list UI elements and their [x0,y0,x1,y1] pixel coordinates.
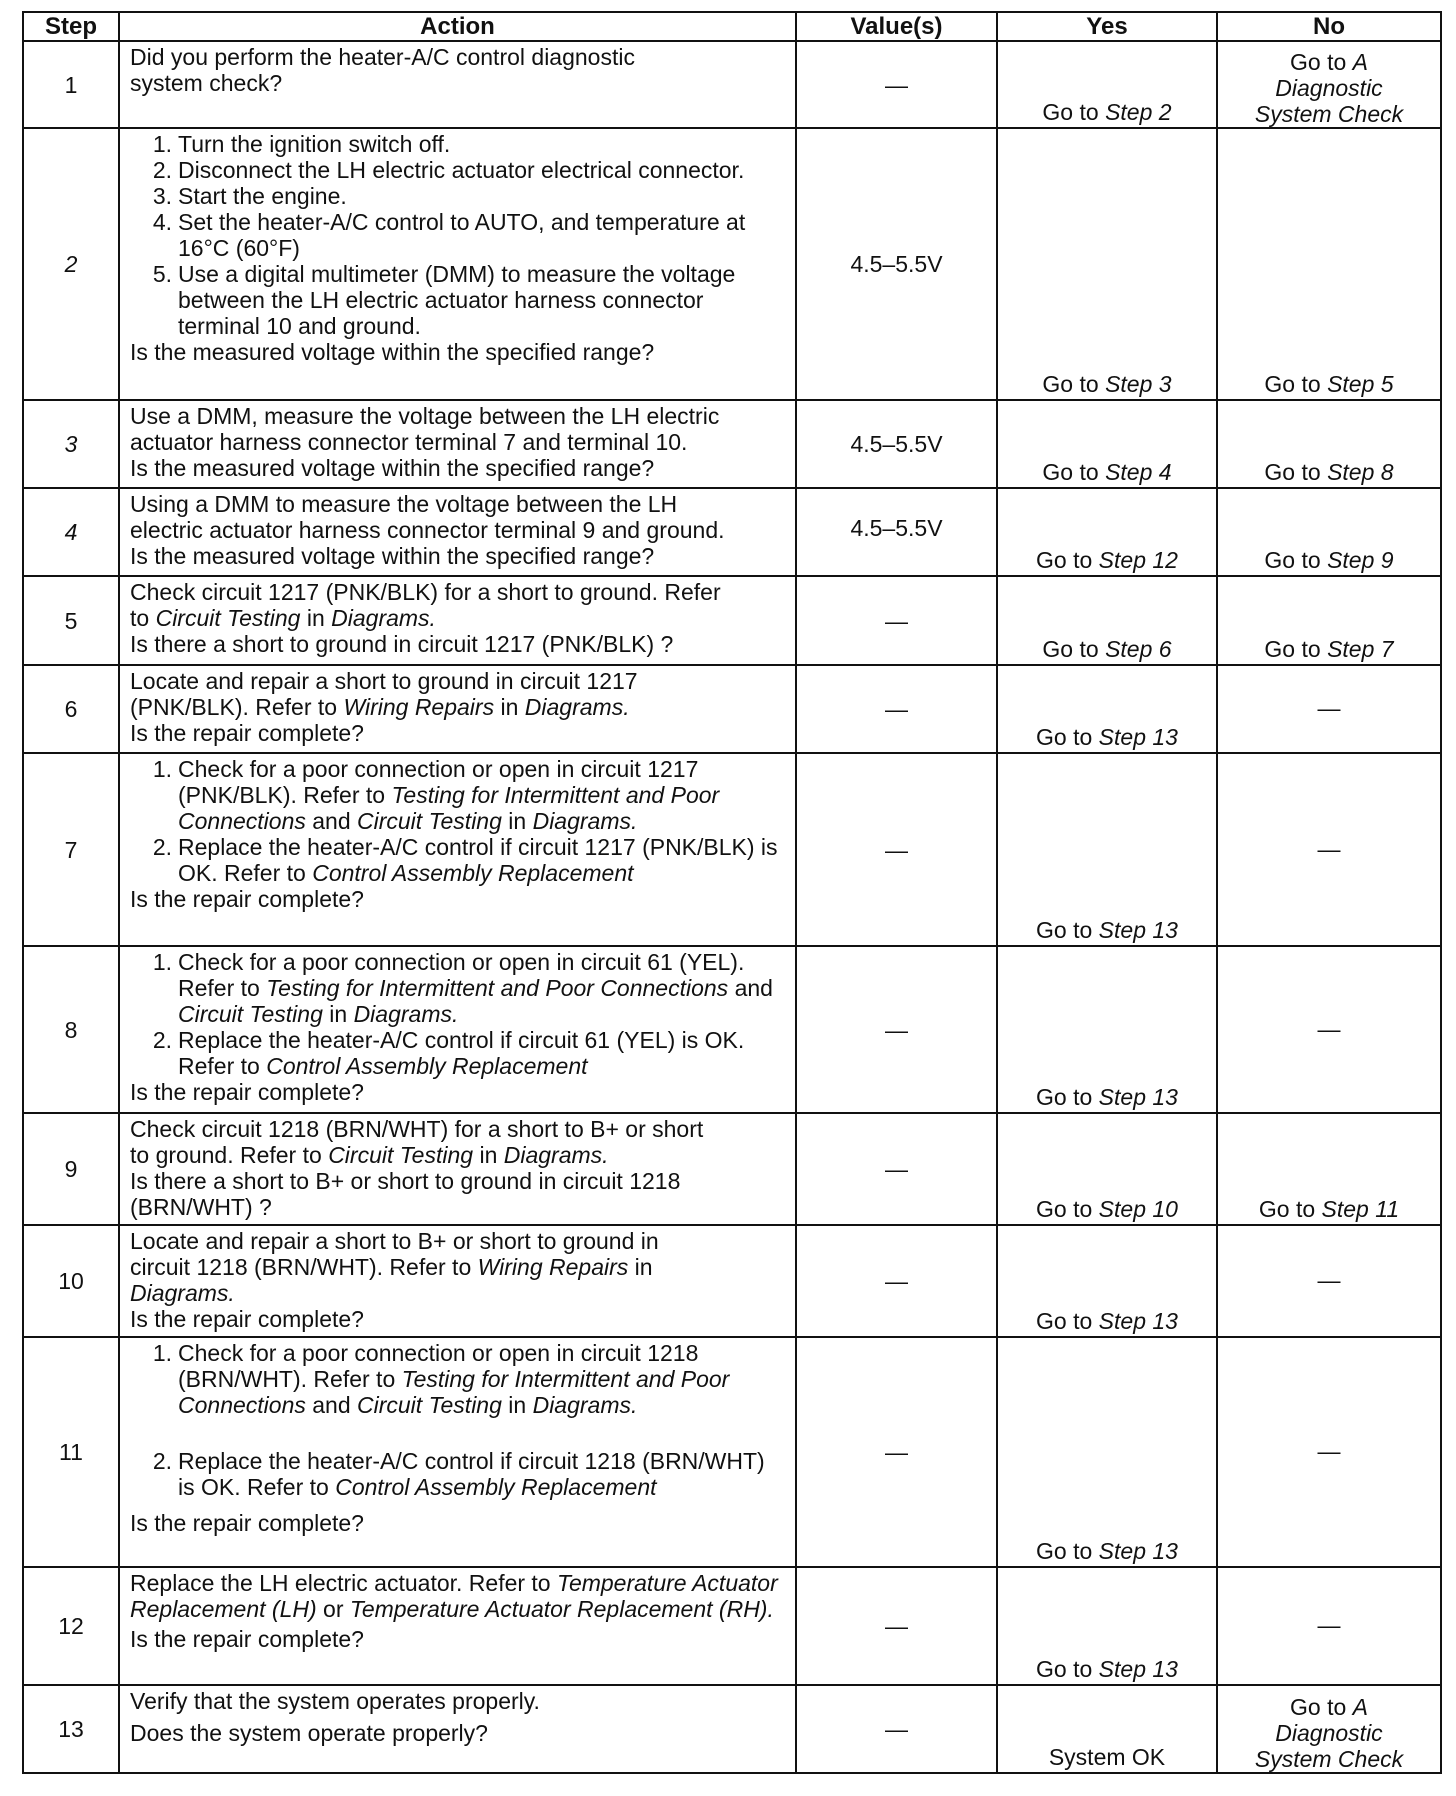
list-number: 4. [152,209,172,235]
no-cell [1217,576,1441,665]
list-number: 1. [152,949,172,975]
no-text: Go to [1264,547,1328,573]
step-number: 8 [23,946,119,1113]
no-cell [1217,41,1441,128]
step-number: 4 [23,488,119,576]
step-reference: Step 4 [1105,459,1172,485]
reference-link: Diagrams. [130,1280,235,1306]
list-text: in [501,1392,533,1418]
no-ref: Diagnostic [1275,1720,1383,1746]
list-item [152,209,787,261]
action-text-part: to [130,605,156,631]
yes-cell [997,488,1217,576]
yes-cell [997,1567,1217,1685]
header-action: Action [119,12,796,41]
reference-link: Circuit Testing [155,605,301,631]
reference-link: Circuit Testing [357,1392,502,1418]
list-text: Check for a poor connection or open in circuit 1217 (PNK/BLK). Refer to [178,756,699,808]
action-text-part: to ground. Refer to [130,1142,329,1168]
yes-text: Go to [1042,371,1106,397]
yes-cell: System OK [997,1685,1217,1773]
reference-link: Testing for Intermittent and Poor Connections [178,782,720,834]
list-item [152,1340,787,1418]
no-ref: Diagnostic [1275,75,1383,101]
reference-link: Diagrams. [532,1392,638,1418]
action-text-part: circuit 1218 (BRN/WHT). Refer to [130,1254,478,1280]
no-goto: Go to [1290,49,1353,75]
list-number: 1. [152,756,172,782]
yes-text: Go to [1042,99,1106,125]
action-text-part: in [628,1254,653,1280]
value-cell: — [796,1225,997,1337]
action-cell [119,753,796,946]
list-item [152,949,787,1027]
action-text [130,1254,787,1280]
action-steps-list [130,131,787,339]
table-row-step-5 [23,576,1441,665]
value-cell: — [796,753,997,946]
list-text: Set the heater-A/C control to AUTO, and temperature at 16°C (60°F) [178,209,746,261]
action-text [130,694,787,720]
yes-cell [997,41,1217,128]
table-row-step-1 [23,41,1441,128]
step-reference: Step 11 [1321,1196,1400,1222]
action-cell [119,400,796,488]
list-item [152,1448,787,1500]
action-text-part: in [494,694,525,720]
reference-link: Circuit Testing [178,1001,323,1027]
no-text: Go to [1264,636,1328,662]
list-item [152,261,787,339]
action-text: system check? [130,70,283,96]
action-cell [119,488,796,576]
action-text-part: (PNK/BLK). Refer to [130,694,344,720]
step-reference: Step 7 [1327,636,1394,662]
yes-text: Go to [1042,459,1106,485]
no-text [1222,1694,1436,1720]
diagnostic-table-page [22,11,1440,1774]
reference-link: Diagrams. [524,694,630,720]
yes-text: Go to [1036,1538,1099,1564]
action-text: electric actuator harness connector terminal 9 and ground. [130,517,725,543]
action-question: Is the repair complete? [130,1306,364,1332]
action-question: Is the repair complete? [130,886,364,912]
action-text [130,1142,787,1168]
action-text: actuator harness connector terminal 7 and terminal 10. [130,429,688,455]
action-cell [119,1113,796,1225]
action-question: (BRN/WHT) ? [130,1194,272,1220]
table-row-step-6 [23,665,1441,753]
reference-link: Diagrams. [503,1142,609,1168]
list-item [152,131,787,157]
list-text: Disconnect the LH electric actuator electrical connector. [178,157,745,183]
no-text: Go to [1258,1196,1322,1222]
value-cell: 4.5–5.5V [796,128,997,400]
step-reference: Step 6 [1105,636,1172,662]
yes-text: Go to [1036,1308,1099,1334]
step-number: 3 [23,400,119,488]
list-text: and [305,808,358,834]
step-number: 5 [23,576,119,665]
list-text: Check for a poor connection or open in circuit 1218 (BRN/WHT). Refer to [178,1340,699,1392]
step-reference: Step 9 [1327,547,1394,573]
table-row-step-13 [23,1685,1441,1773]
action-question: Is the repair complete? [130,1079,364,1105]
action-question: Is the measured voltage within the specified range? [130,543,655,569]
no-cell [1217,1685,1441,1773]
yes-cell [997,1337,1217,1567]
yes-cell [997,128,1217,400]
action-question: Is the measured voltage within the specified range? [130,339,655,365]
header-step: Step [23,12,119,41]
action-steps-list [130,949,787,1079]
yes-text: Go to [1036,917,1099,943]
action-cell [119,1567,796,1685]
no-cell [1217,128,1441,400]
step-reference: Step 12 [1098,547,1178,573]
action-text [130,605,787,631]
list-number: 2. [152,834,172,860]
list-text: and [305,1392,358,1418]
action-text: Did you perform the heater-A/C control diagnostic [130,44,635,70]
value-cell: — [796,1685,997,1773]
no-cell: — [1217,1225,1441,1337]
yes-text: Go to [1042,636,1106,662]
table-row-step-12 [23,1567,1441,1685]
step-reference: Step 3 [1105,371,1172,397]
action-text: Verify that the system operates properly. [130,1688,540,1714]
list-text: and [728,975,773,1001]
table-row-step-8 [23,946,1441,1113]
reference-link: Wiring Repairs [477,1254,629,1280]
action-text-part: or [316,1596,350,1622]
action-steps-list [130,1340,787,1500]
table-row-step-4 [23,488,1441,576]
yes-cell [997,946,1217,1113]
action-cell [119,41,796,128]
action-cell [119,1685,796,1773]
no-ref: System Check [1254,101,1404,127]
step-reference: Step 8 [1327,459,1394,485]
yes-cell [997,665,1217,753]
yes-text: Go to [1036,1656,1099,1682]
list-text: Turn the ignition switch off. [178,131,451,157]
list-text: Check for a poor connection or open in circuit 61 (YEL). Refer to [178,949,745,1001]
list-text: Use a digital multimeter (DMM) to measure the voltage between the LH electric actuator harness connector terminal 10 and ground. [178,261,736,339]
step-number: 13 [23,1685,119,1773]
reference-link: Wiring Repairs [343,694,495,720]
step-reference: Step 10 [1098,1196,1178,1222]
no-goto: Go to [1290,1694,1353,1720]
action-text: Using a DMM to measure the voltage between the LH [130,491,678,517]
action-question: Is there a short to B+ or short to ground in circuit 1218 [130,1168,681,1194]
step-number: 1 [23,41,119,128]
diagnostic-table [22,11,1442,1774]
action-steps-list [130,756,787,886]
value-cell: — [796,946,997,1113]
step-number: 9 [23,1113,119,1225]
step-reference: Step 13 [1098,917,1178,943]
header-yes: Yes [997,12,1217,41]
action-question: Does the system operate properly? [130,1720,488,1746]
yes-text: Go to [1036,724,1099,750]
action-question: Is the repair complete? [130,1510,364,1536]
step-reference: Step 13 [1098,1538,1178,1564]
step-reference: Step 13 [1098,1084,1178,1110]
no-text [1222,49,1436,75]
table-row-step-10 [23,1225,1441,1337]
reference-link: Diagrams. [353,1001,459,1027]
no-text: Go to [1264,459,1328,485]
step-number: 6 [23,665,119,753]
reference-link: Control Assembly Replacement [335,1474,657,1500]
step-number: 11 [23,1337,119,1567]
action-question: Is the measured voltage within the specified range? [130,455,655,481]
action-cell [119,1225,796,1337]
list-item [152,834,787,886]
list-text: Replace the heater-A/C control if circuit 61 (YEL) is OK. Refer to [178,1027,745,1079]
no-cell [1217,400,1441,488]
table-row-step-7 [23,753,1441,946]
action-cell [119,576,796,665]
action-text: Locate and repair a short to ground in circuit 1217 [130,668,638,694]
action-cell [119,1337,796,1567]
yes-cell [997,753,1217,946]
list-text: in [501,808,533,834]
no-cell: — [1217,665,1441,753]
action-text [130,1570,787,1622]
action-text: Use a DMM, measure the voltage between the LH electric [130,403,720,429]
list-text: Replace the heater-A/C control if circuit 1218 (BRN/WHT) is OK. Refer to [178,1448,765,1500]
yes-cell [997,1225,1217,1337]
no-cell [1217,1113,1441,1225]
no-cell: — [1217,1337,1441,1567]
reference-link: Testing for Intermittent and Poor Connections [178,1366,730,1418]
step-reference: Step 5 [1327,371,1394,397]
table-row-step-11 [23,1337,1441,1567]
list-number: 1. [152,1340,172,1366]
yes-cell [997,576,1217,665]
step-number: 10 [23,1225,119,1337]
value-cell: — [796,665,997,753]
table-row-step-2 [23,128,1441,400]
reference-link: Circuit Testing [328,1142,474,1168]
yes-text: Go to [1036,1196,1099,1222]
list-item [152,756,787,834]
reference-link: Control Assembly Replacement [312,860,634,886]
no-cell [1217,488,1441,576]
table-row-step-9 [23,1113,1441,1225]
list-number: 5. [152,261,172,287]
action-question: Is the repair complete? [130,720,364,746]
yes-cell [997,1113,1217,1225]
action-text-part: Replace the LH electric actuator. Refer to [130,1570,557,1596]
no-cell: — [1217,946,1441,1113]
no-ref: System Check [1254,1746,1404,1772]
reference-link: Diagrams. [532,808,638,834]
header-values: Value(s) [796,12,997,41]
table-row-step-3 [23,400,1441,488]
no-ref: A [1352,1694,1368,1720]
header-row [23,12,1441,41]
value-cell: — [796,1113,997,1225]
no-cell: — [1217,1567,1441,1685]
list-number: 2. [152,1027,172,1053]
value-cell: 4.5–5.5V [796,400,997,488]
list-item [152,1027,787,1079]
action-cell [119,128,796,400]
step-number: 7 [23,753,119,946]
action-text-part: in [300,605,332,631]
action-cell [119,665,796,753]
reference-link: Testing for Intermittent and Poor Connections [266,975,729,1001]
action-text: Check circuit 1218 (BRN/WHT) for a short to B+ or short [130,1116,704,1142]
list-number: 2. [152,1448,172,1474]
list-number: 3. [152,183,172,209]
list-text: in [322,1001,354,1027]
value-cell: 4.5–5.5V [796,488,997,576]
list-text: Start the engine. [178,183,347,209]
action-text: Locate and repair a short to B+ or short to ground in [130,1228,659,1254]
no-text: Go to [1264,371,1328,397]
header-no: No [1217,12,1441,41]
step-reference: Step 13 [1098,1308,1178,1334]
step-reference: Step 13 [1098,1656,1178,1682]
action-cell [119,946,796,1113]
reference-link: Control Assembly Replacement [266,1053,588,1079]
no-cell: — [1217,753,1441,946]
reference-link: Circuit Testing [357,808,502,834]
step-number: 12 [23,1567,119,1685]
value-cell: — [796,1337,997,1567]
action-question: Is the repair complete? [130,1626,364,1652]
yes-text: Go to [1036,547,1099,573]
list-item [152,183,787,209]
no-ref: A [1352,49,1368,75]
action-text-part: in [473,1142,504,1168]
list-number: 2. [152,157,172,183]
yes-cell [997,400,1217,488]
value-cell: — [796,41,997,128]
step-number: 2 [23,128,119,400]
value-cell: — [796,1567,997,1685]
reference-link: Temperature Actuator Replacement (RH). [349,1596,774,1622]
list-item [152,157,787,183]
step-reference: Step 13 [1098,724,1178,750]
list-number: 1. [152,131,172,157]
value-cell: — [796,576,997,665]
reference-link: Diagrams. [331,605,436,631]
step-reference: Step 2 [1105,99,1172,125]
action-text: Check circuit 1217 (PNK/BLK) for a short to ground. Refer [130,579,721,605]
reference-link: Temperature Actuator Replacement (LH) [130,1570,778,1622]
yes-text: Go to [1036,1084,1099,1110]
action-question: Is there a short to ground in circuit 1217 (PNK/BLK) ? [130,631,674,657]
list-text: Replace the heater-A/C control if circuit 1217 (PNK/BLK) is OK. Refer to [178,834,778,886]
